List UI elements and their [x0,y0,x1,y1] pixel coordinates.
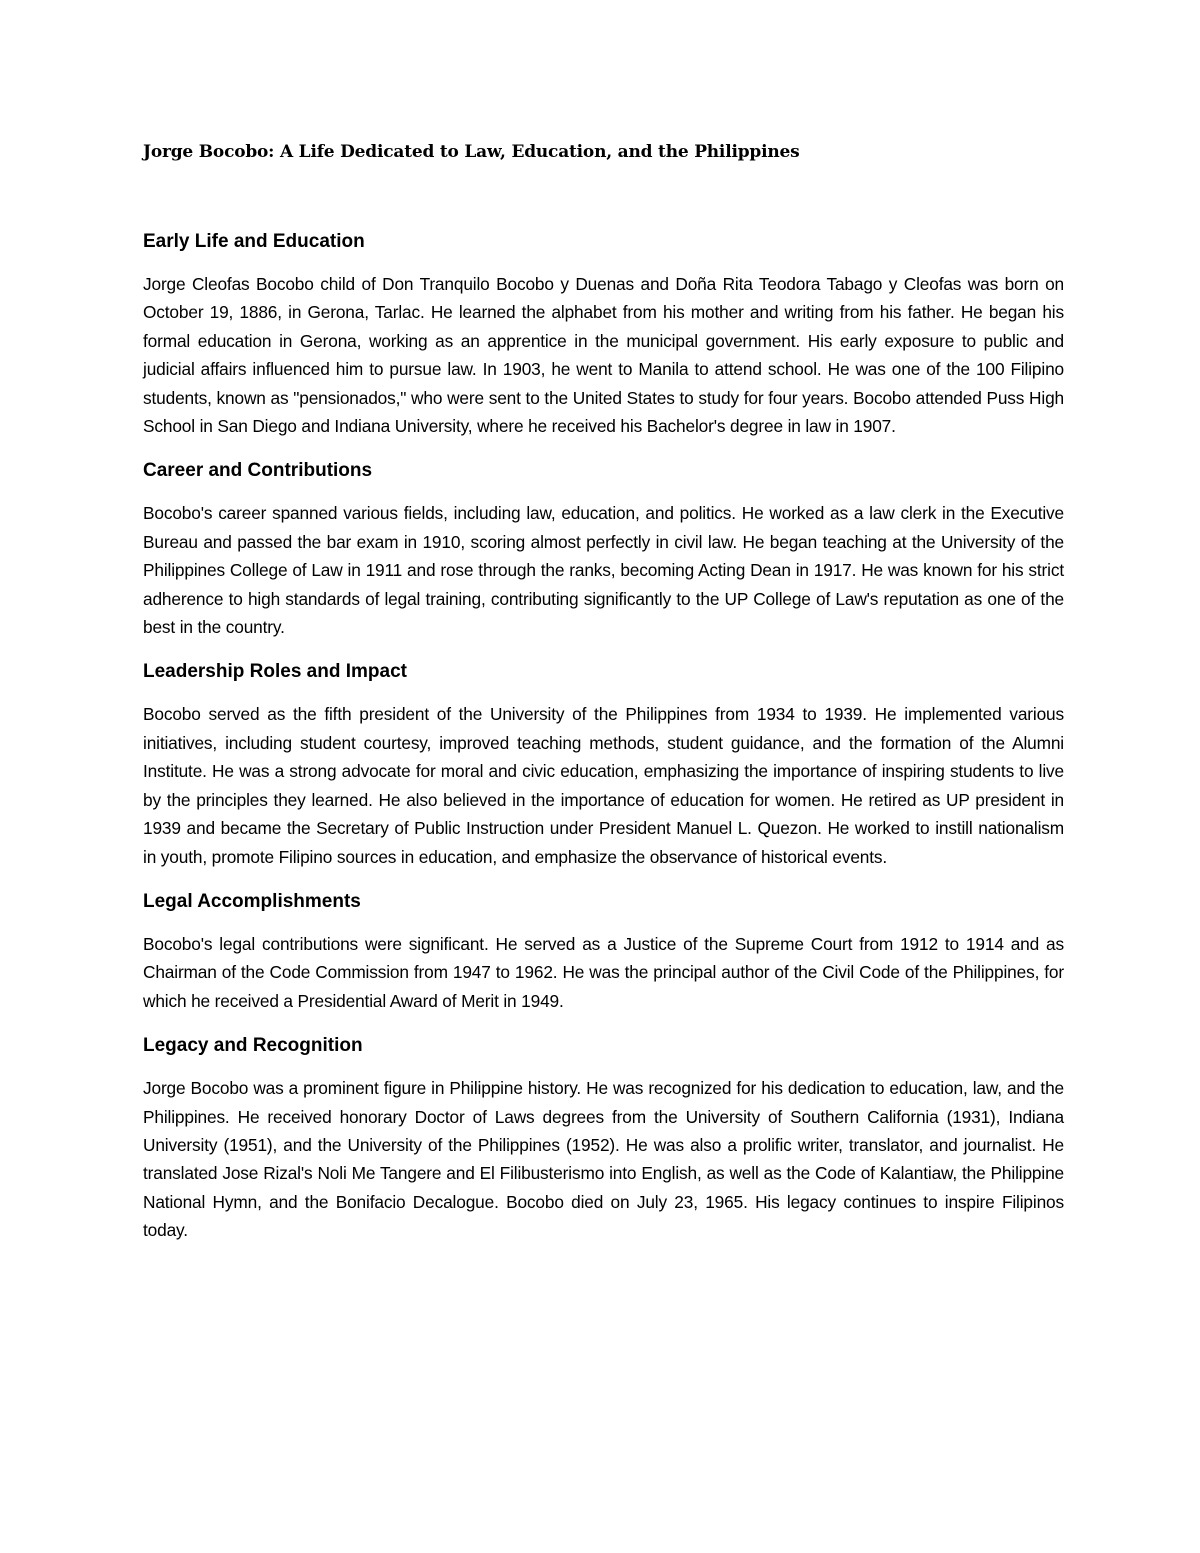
section-career [143,459,1064,641]
section-legacy [143,1034,1064,1244]
section-early-life [143,230,1064,440]
section-heading: Legacy and Recognition [143,1035,363,1057]
section-paragraph: Bocobo's career spanned various fields, including law, education, and politics. He worked as a law clerk in the Executive Bureau and passed the bar exam in 1910, scoring almost perfectly in civil law. He began teaching at the University of the Philippines College of Law in 1911 and rose through the ranks, becoming Acting Dean in 1917. He was known for his strict adherence to high standards of legal training, contributing significantly to the UP College of Law's reputation as one of the best in the country. [143,503,1064,638]
document-title: Jorge Bocobo: A Life Dedicated to Law, Education, and the Philippines [143,142,800,162]
section-paragraph: Jorge Bocobo was a prominent figure in Philippine history. He was recognized for his dedication to education, law, and the Philippines. He received honorary Doctor of Laws degrees from the University of Southern California (1931), Indiana University (1951), and the University of the Philippines (1952). He was also a prolific writer, translator, and journalist. He translated Jose Rizal's Noli Me Tangere and El Filibusterismo into English, as well as the Code of Kalantiaw, the Philippine National Hymn, and the Bonifacio Decalogue. Bocobo died on July 23, 1965. His legacy continues to inspire Filipinos today. [143,1078,1064,1241]
section-heading: Early Life and Education [143,231,365,252]
section-heading: Legal Accomplishments [143,890,361,912]
section-paragraph: Bocobo's legal contributions were significant. He served as a Justice of the Supreme Court from 1912 to 1914 and as Chairman of the Code Commission from 1947 to 1962. He was the principal author of the Civil Code of the Philippines, for which he received a Presidential Award of Merit in 1949. [143,933,1064,1011]
section-leadership [143,660,1064,870]
document-content [143,140,1064,1264]
section-paragraph: Jorge Cleofas Bocobo child of Don Tranquilo Bocobo y Duenas and Doña Rita Teodora Tabago y Cleofas was born on October 19, 1886, in Gerona, Tarlac. He learned the alphabet from his mother and writing from his father. He began his formal education in Gerona, working as an apprentice in the municipal government. His early exposure to public and judicial affairs influenced him to pursue law. In 1903, he went to Manila to attend school. He was one of the 100 Filipino students, known as "pensionados," who were sent to the United States to study for four years. Bocobo attended Puss High School in San Diego and Indiana University, where he received his Bachelor's degree in law in 1907. [143,274,1064,437]
section-paragraph: Bocobo served as the fifth president of the University of the Philippines from 1934 to 1939. He implemented various initiatives, including student courtesy, improved teaching methods, student guidance, and the formation of the Alumni Institute. He was a strong advocate for moral and civic education, emphasizing the importance of inspiring students to live by the principles they learned. He also believed in the importance of education for women. He retired as UP president in 1939 and became the Secretary of Public Instruction under President Manuel L. Quezon. He worked to instill nationalism in youth, promote Filipino sources in education, and emphasize the observance of historical events. [143,704,1064,867]
section-legal [143,890,1064,1015]
section-heading: Leadership Roles and Impact [143,661,407,683]
section-heading: Career and Contributions [143,460,373,482]
